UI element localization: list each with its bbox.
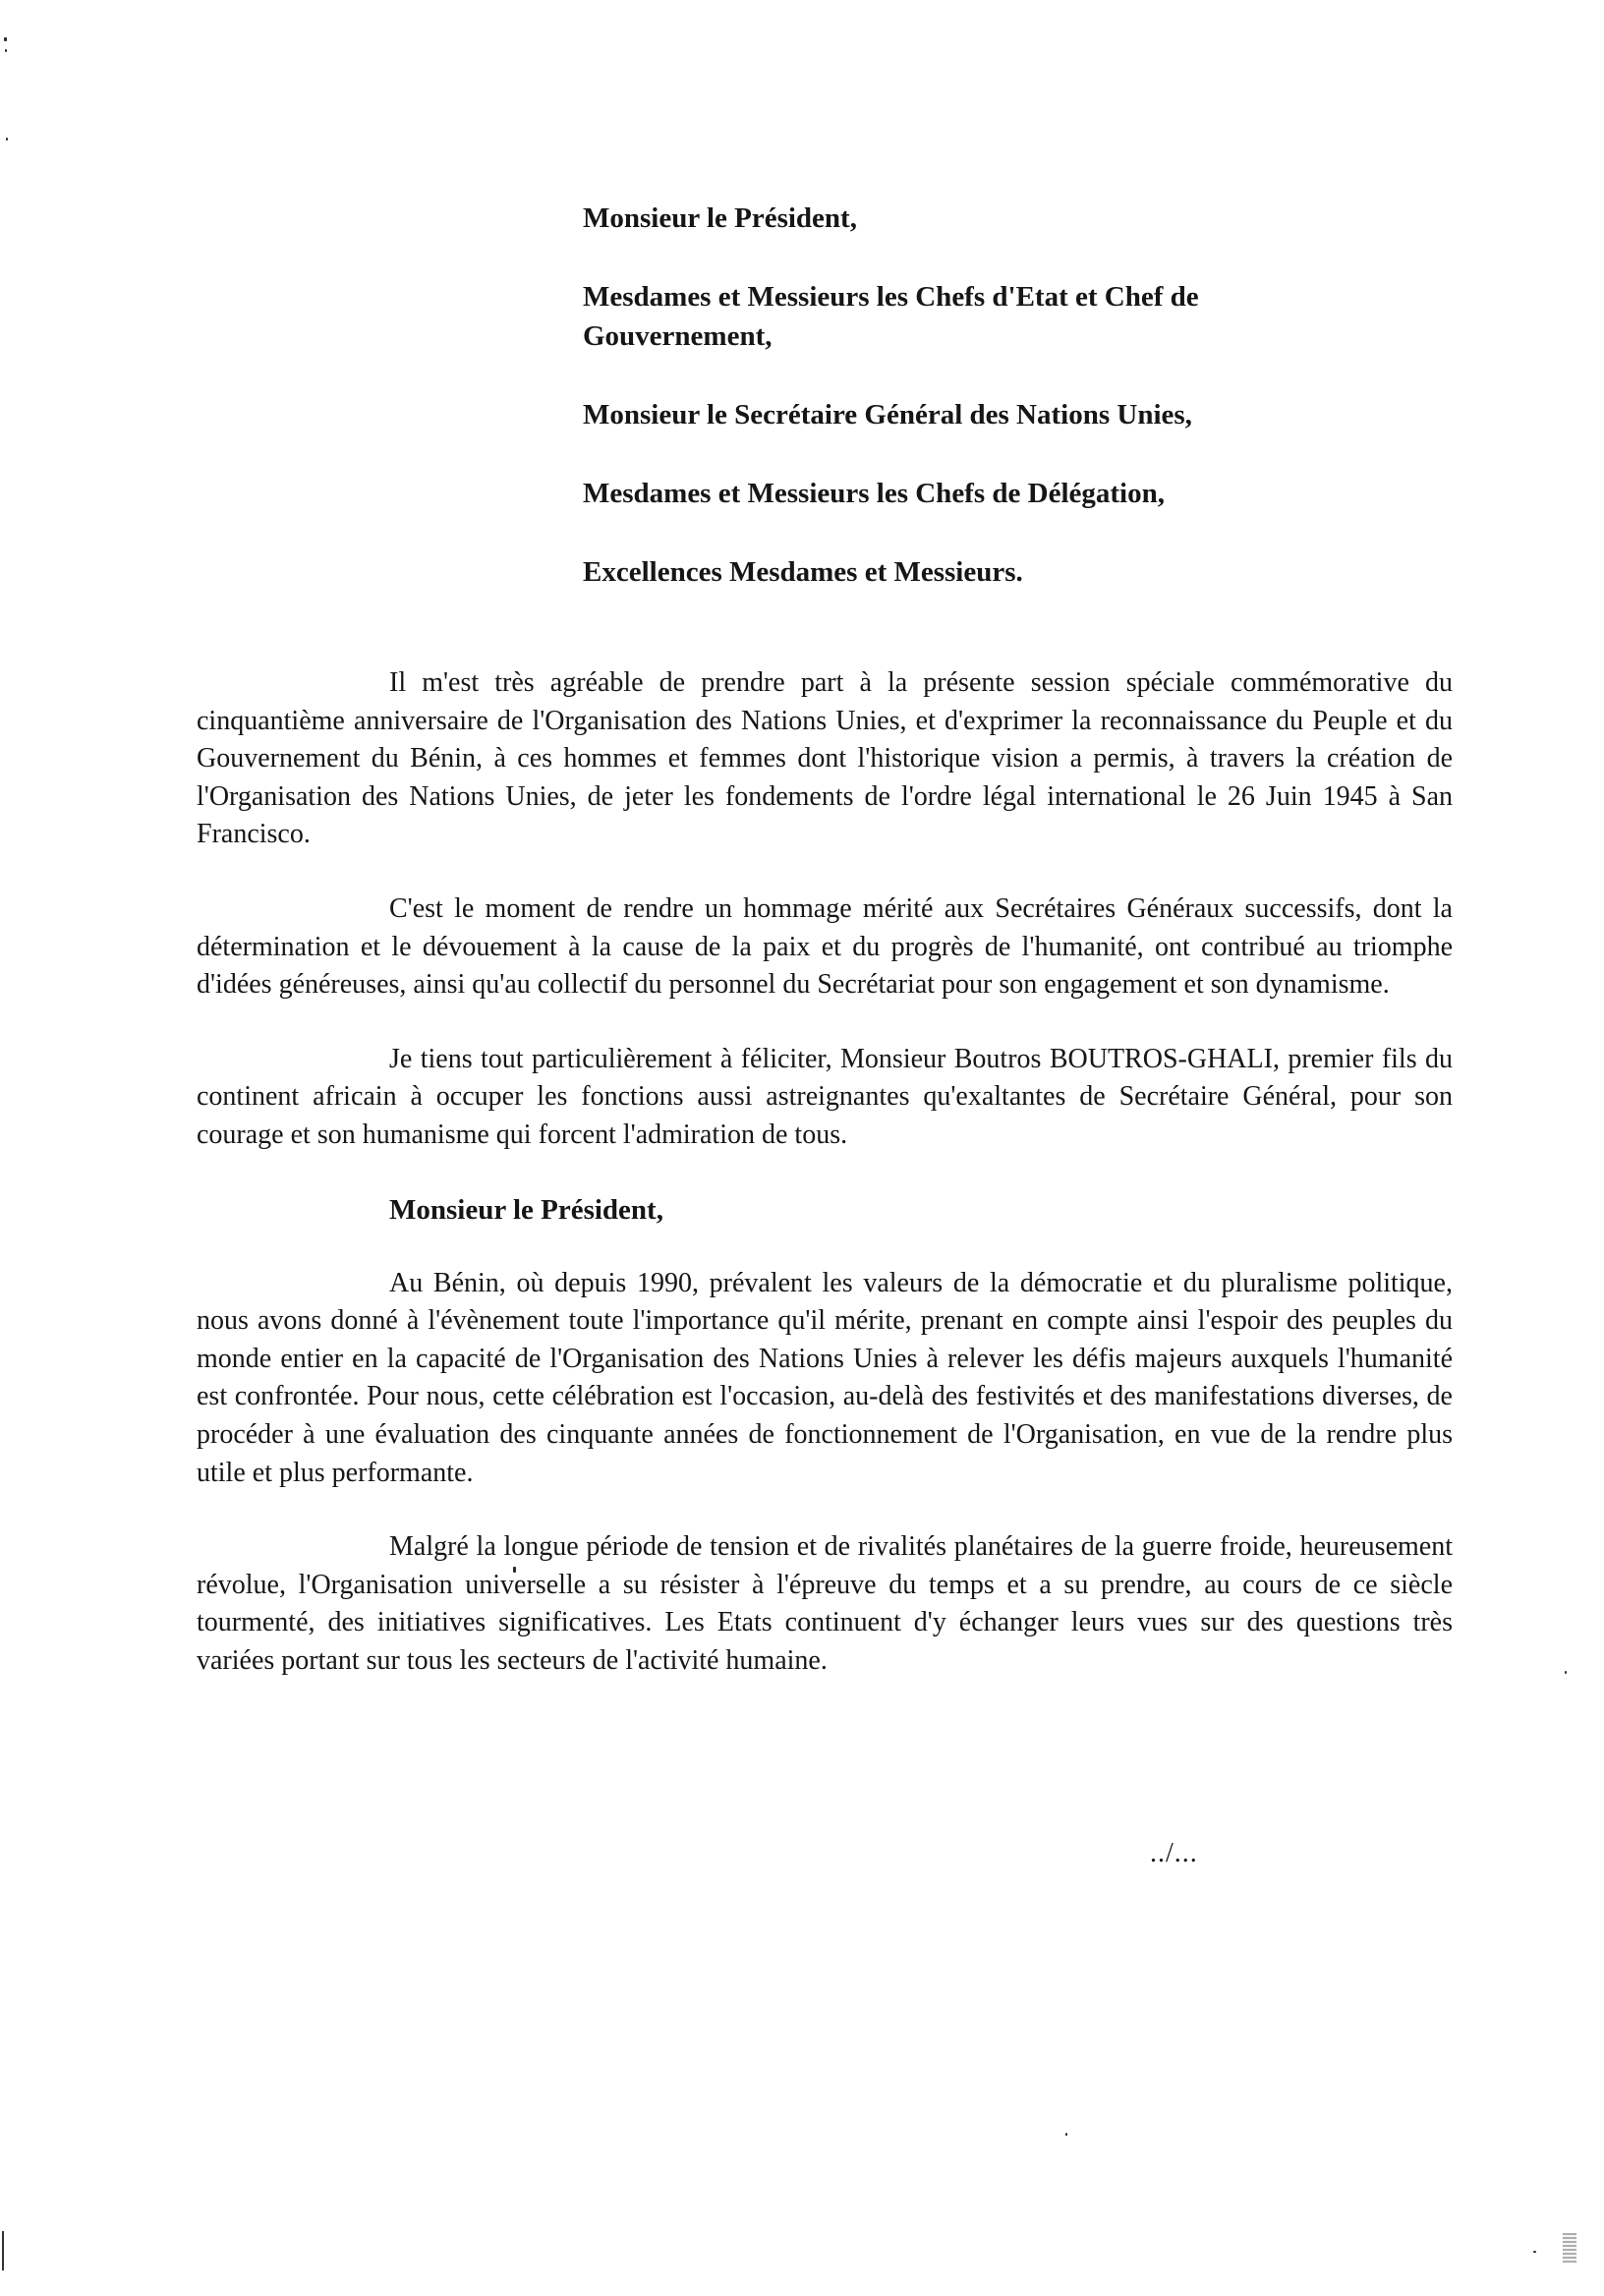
paragraph-congratulations: Je tiens tout particulièrement à féliciter, Monsieur Boutros BOUTROS-GHALI, premier fils du continent africain à occuper les fonctions aussi astreignantes qu'exaltantes de Secrétaire Général, pour son courage et son humanisme qui forcent l'admiration de tous. [197, 1043, 1453, 1150]
scan-speck [6, 138, 8, 141]
salutation-delegation-heads: Mesdames et Messieurs les Chefs de Délégation, [583, 478, 1165, 509]
scan-speck [1533, 2251, 1536, 2253]
paragraph-opening: Il m'est très agréable de prendre part à la présente session spéciale commémorative du cinquantième anniversaire de l'Organisation des Nations Unies, et d'exprimer la reconnaissance du Peuple et du Gouvernement du Bénin, à ces hommes et femmes dont l'historique vision a permis, à travers la création de l'Organisation des Nations Unies, de jeter les fondements de l'ordre légal international le 26 Juin 1945 à San Francisco. [197, 667, 1453, 850]
scan-edge-line [2, 2231, 4, 2270]
scan-speck [1065, 2133, 1067, 2136]
page-continuation-mark: ../... [1150, 1838, 1198, 1868]
salutation-president: Monsieur le Président, [583, 202, 857, 234]
scan-noise [1563, 2233, 1576, 2263]
salutation-excellencies: Excellences Mesdames et Messieurs. [583, 556, 1023, 588]
speech-body [197, 664, 1453, 1716]
scan-speck [4, 37, 7, 41]
paragraph-tribute: C'est le moment de rendre un hommage mérité aux Secrétaires Généraux successifs, dont la détermination et le dévouement à la cause de la paix et du progrès de l'humanité, ont contribué au triomphe d'idées généreuses, ainsi qu'au collectif du personnel du Secrétariat pour son engagement et son dynamisme. [197, 892, 1453, 1001]
paragraph-benin: Au Bénin, où depuis 1990, prévalent les valeurs de la démocratie et du pluralisme politique, nous avons donné à l'évènement toute l'importance qu'il mérite, prenant en compte ainsi l'espoir des peuples du monde entier en la capacité de l'Organisation des Nations Unies à relever les défis majeurs auxquels l'humanité est confrontée. Pour nous, cette célébration est l'occasion, au-delà des festivités et des manifestations diverses, de procéder à une évaluation des cinquante années de fonctionnement de l'Organisation, en vue de la rendre plus utile et plus performante. [197, 1267, 1453, 1488]
salutation-block [583, 199, 1330, 631]
scan-speck [1565, 1671, 1567, 1674]
inline-salutation-president: Monsieur le Président, [389, 1193, 663, 1226]
salutation-heads-of-state: Mesdames et Messieurs les Chefs d'Etat et Chef de Gouvernement, [583, 281, 1199, 352]
salutation-secretary-general: Monsieur le Secrétaire Général des Nations Unies, [583, 399, 1192, 430]
scan-speck [5, 49, 7, 52]
paragraph-cold-war: Malgré la longue période de tension et de rivalités planétaires de la guerre froide, heureusement révolue, l'Organisation universelle a su résister à l'épreuve du temps et a su prendre, au cours de ce siècle tourmenté, des initiatives significatives. Les Etats continuent d'y échanger leurs vues sur des questions très variées portant sur tous les secteurs de l'activité humaine. [197, 1531, 1453, 1676]
